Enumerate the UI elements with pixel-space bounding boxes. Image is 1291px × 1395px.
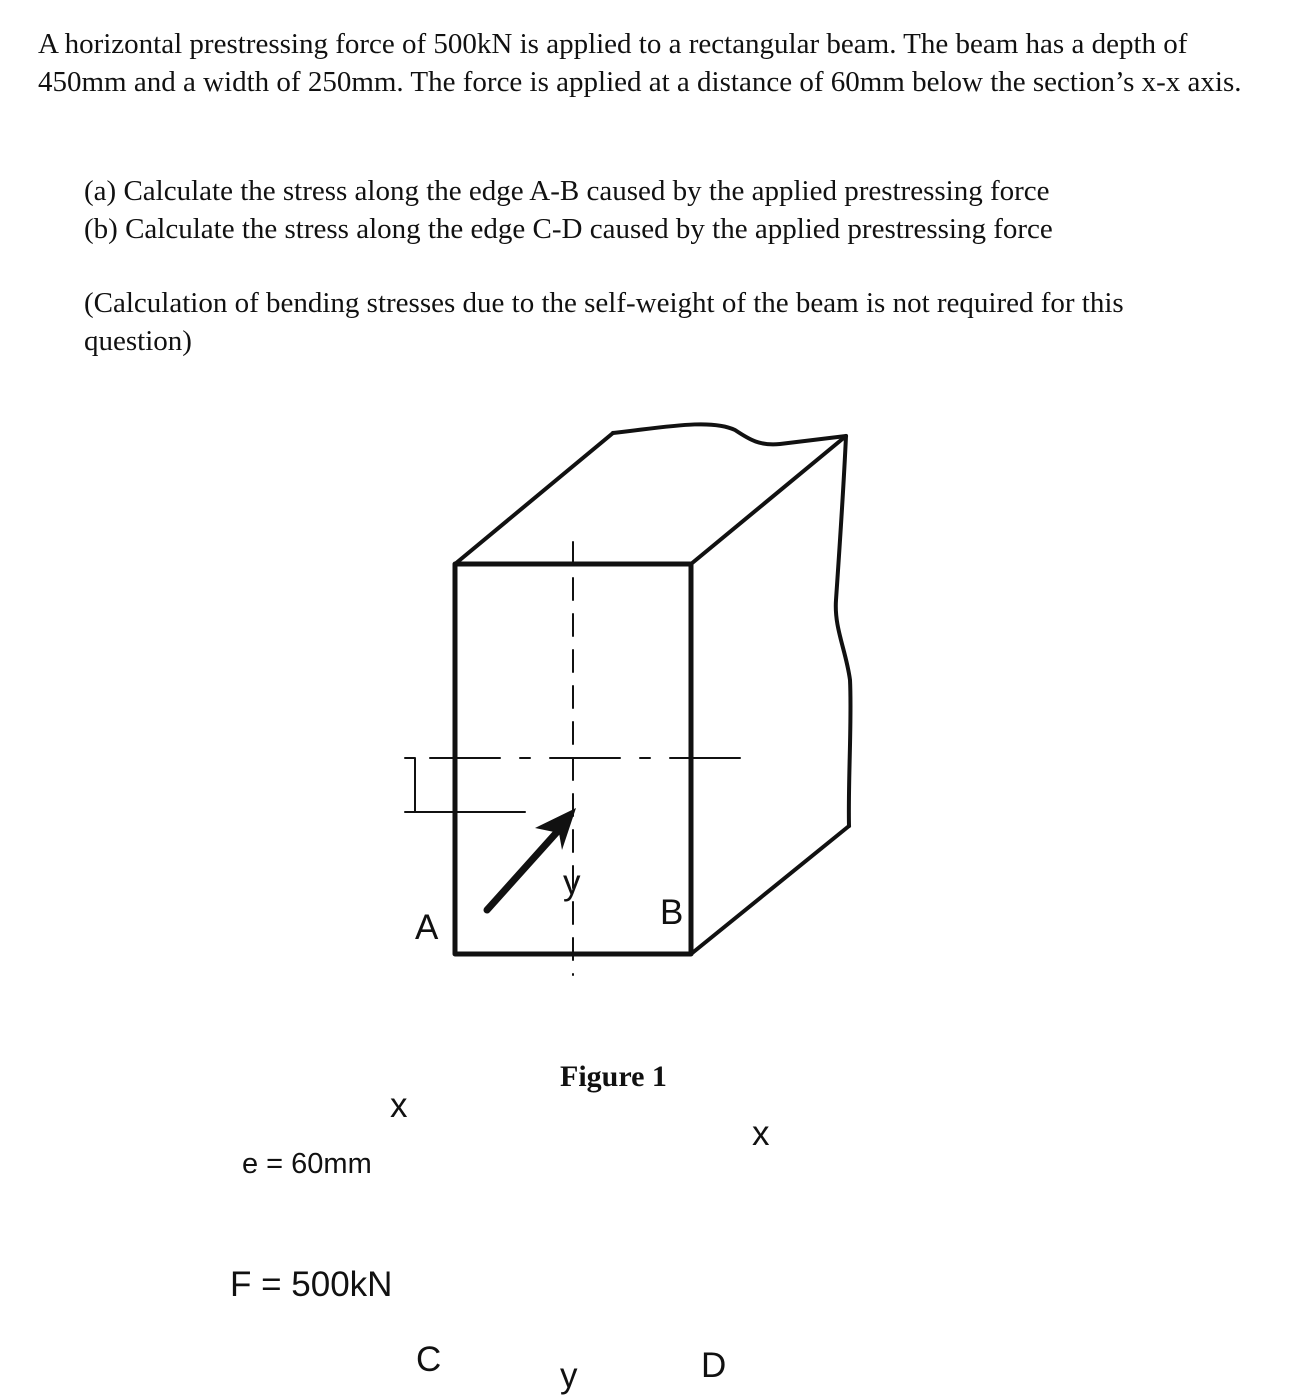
part-b-text: Calculate the stress along the edge C-D caused by the applied prestressing force: [125, 212, 1053, 245]
beam-figure: [0, 380, 1291, 1395]
force-label: F = 500kN: [230, 1265, 393, 1304]
question-intro-text: A horizontal prestressing force of 500kN is applied to a rectangular beam. The beam has a depth of 450mm and a width of 250mm. The force is applied at a distance of 60mm below the section’s x-x axis.: [38, 28, 1242, 98]
beam-bottom-right-edge: [691, 826, 849, 954]
part-a-text: Calculate the stress along the edge A-B caused by the applied prestressing force: [123, 175, 1050, 207]
beam-back-right-edge: [836, 436, 851, 826]
figure-caption: Figure 1: [560, 1060, 667, 1093]
part-a-label: (a): [84, 175, 117, 207]
beam-top-back-edge: [613, 424, 846, 444]
question-note-text: (Calculation of bending stresses due to the self-weight of the beam is not required for this question): [84, 287, 1124, 357]
question-part-b: [84, 211, 1264, 249]
y-axis-label-bottom: y: [560, 1356, 578, 1395]
eccentricity-bracket: [405, 758, 415, 812]
corner-label-a: A: [415, 908, 439, 947]
force-arrow-head: [535, 808, 576, 850]
question-part-a: [84, 173, 1264, 211]
question-note: [84, 285, 1224, 360]
x-axis-label-right: x: [752, 1114, 770, 1153]
question-parts: [84, 173, 1264, 248]
part-b-label: (b): [84, 212, 118, 245]
y-axis-label-top: y: [563, 863, 581, 902]
force-arrow-shaft: [487, 822, 566, 910]
question-intro: [38, 26, 1258, 101]
corner-label-b: B: [660, 893, 684, 932]
beam-top-right-edge: [691, 436, 846, 564]
corner-label-c: C: [416, 1340, 442, 1379]
eccentricity-label: e = 60mm: [242, 1148, 372, 1180]
x-axis-label-left: x: [390, 1086, 408, 1125]
beam-top-left-edge: [455, 433, 613, 564]
corner-label-d: D: [701, 1346, 727, 1385]
beam-diagram: [0, 380, 1291, 1155]
